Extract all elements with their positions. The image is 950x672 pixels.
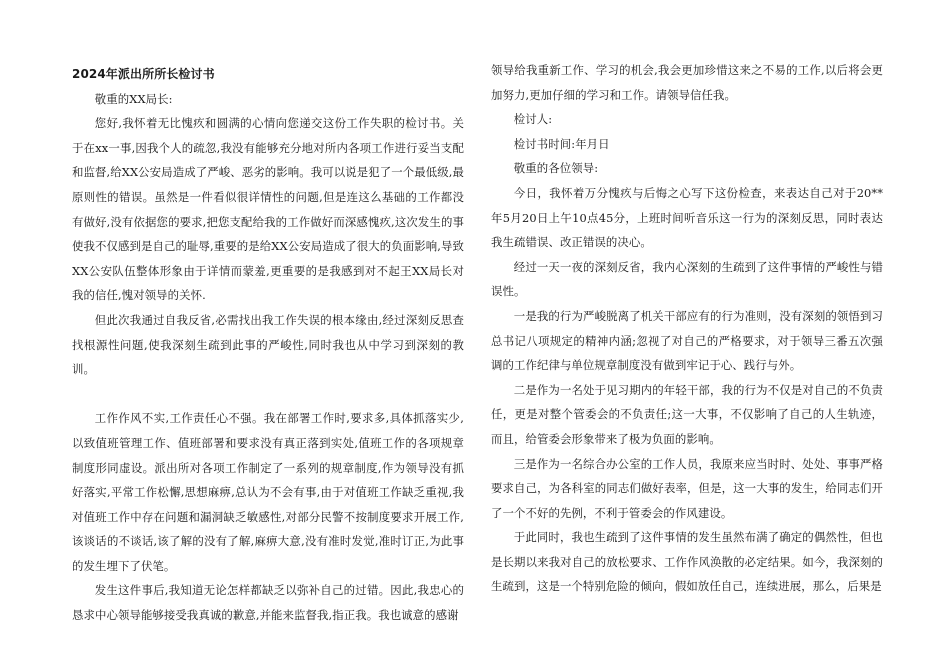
paragraph: 经过一天一夜的深刻反省，我内心深刻的生疏到了这件事情的严峻性与错误性。: [491, 259, 883, 299]
document-title: 2024年派出所所长检讨书: [72, 67, 215, 81]
right-column: [491, 58, 883, 599]
blank-line: [72, 382, 464, 407]
paragraph: 工作作风不实,工作责任心不强。我在部署工作时,要求多,具体抓落实少,以致值班管理工作、值班部署和要求没有真正落到实处,值班工作的各项规章制度形同虚设。派出所对各项工作制定了一系列的规章制度,作为领导没有抓好落实,平常工作松懈,思想麻痹,总认为不会有事,由于对值班工作缺乏重视,我对值班工作中存在问题和漏洞缺乏敏感性,对部分民警不按制度要求开展工作,该谈话的不谈话,该了解的没有了解,麻痹大意,没有准时发觉,准时订正,为此事的发生埋下了伏笔。: [72, 411, 464, 573]
paragraph: 二是作为一名处于见习期内的年轻干部，我的行为不仅是对自己的不负责任，更是对整个管委会的不负责任;这一大事，不仅影响了自己的人生轨迹，而且，给管委会形象带来了极为负面的影响。: [491, 382, 883, 446]
paragraph-continued: 领导给我重新工作、学习的机会,我会更加珍惜这来之不易的工作,以后将会更加努力,更加仔细的学习和工作。请领导信任我。: [491, 63, 883, 102]
date-label: 检讨书时间:年月日: [513, 136, 610, 151]
signer-label: 检讨人:: [513, 112, 553, 127]
paragraph: 于此同时，我也生疏到了这件事情的发生虽然布满了确定的偶然性，但也是长期以来我对自己的放松要求、工作作风涣散的必定结果。如今，我深刻的生疏到，这是一个特别危险的倾向，假如放任自己，连续进展，那么，后果是: [491, 530, 883, 594]
paragraph: 三是作为一名综合办公室的工作人员，我原来应当时时、处处、事事严格要求自己，为各科室的同志们做好表率，但是，这一大事的发生，给同志们开了一个不好的先例，不利于管委会的作风建设。: [491, 456, 883, 520]
paragraph: 您好,我怀着无比愧疚和圆满的心情向您递交这份工作失职的检讨书。关于在xx一事,因我个人的疏忽,我没有能够充分地对所内各项工作进行妥当支配和监督,给XX公安局造成了严峻、恶劣的影响。我可以说是犯了一个最低级,最原则性的错误。虽然是一件看似很详情性的问题,但是连这么基础的工作都没有做好,没有依据您的要求,把您支配给我的工作做好而深感愧疚,这次发生的事使我不仅感到是自己的耻辱,重要的是给XX公安局造成了很大的负面影响,导致XX公安队伍整体形象由于详情而蒙羞,更重要的是我感到对不起王XX局长对我的信任,愧对领导的关怀.: [72, 116, 464, 303]
salutation: 敬重的XX局长:: [94, 91, 173, 106]
paragraph: 发生这件事后,我知道无论怎样都缺乏以弥补自己的过错。因此,我忠心的恳求中心领导能够接受我真诚的歉意,并能来监督我,指正我。我也诚意的感谢: [72, 583, 464, 623]
left-column: [72, 58, 464, 628]
salutation: 敬重的各位领导:: [513, 161, 599, 176]
paragraph: 一是我的行为严峻脱离了机关干部应有的行为准则，没有深刻的领悟到习总书记八项规定的精神内涵;忽视了对自己的严格要求，对于领导三番五次强调的工作纪律与单位规章制度没有做到牢记于心、践行与外。: [491, 308, 883, 373]
paragraph: 但此次我通过自我反省,必需找出我工作失误的根本缘由,经过深刻反思查找根源性问题,使我深刻生疏到此事的严峻性,同时我也从中学习到深刻的教训。: [72, 312, 464, 377]
paragraph: 今日，我怀着万分愧疚与后悔之心写下这份检查，来表达自己对于20**年5月20日上午10点45分，上班时间听音乐这一行为的深刻反思，同时表达我生疏错误、改正错误的决心。: [491, 185, 883, 250]
